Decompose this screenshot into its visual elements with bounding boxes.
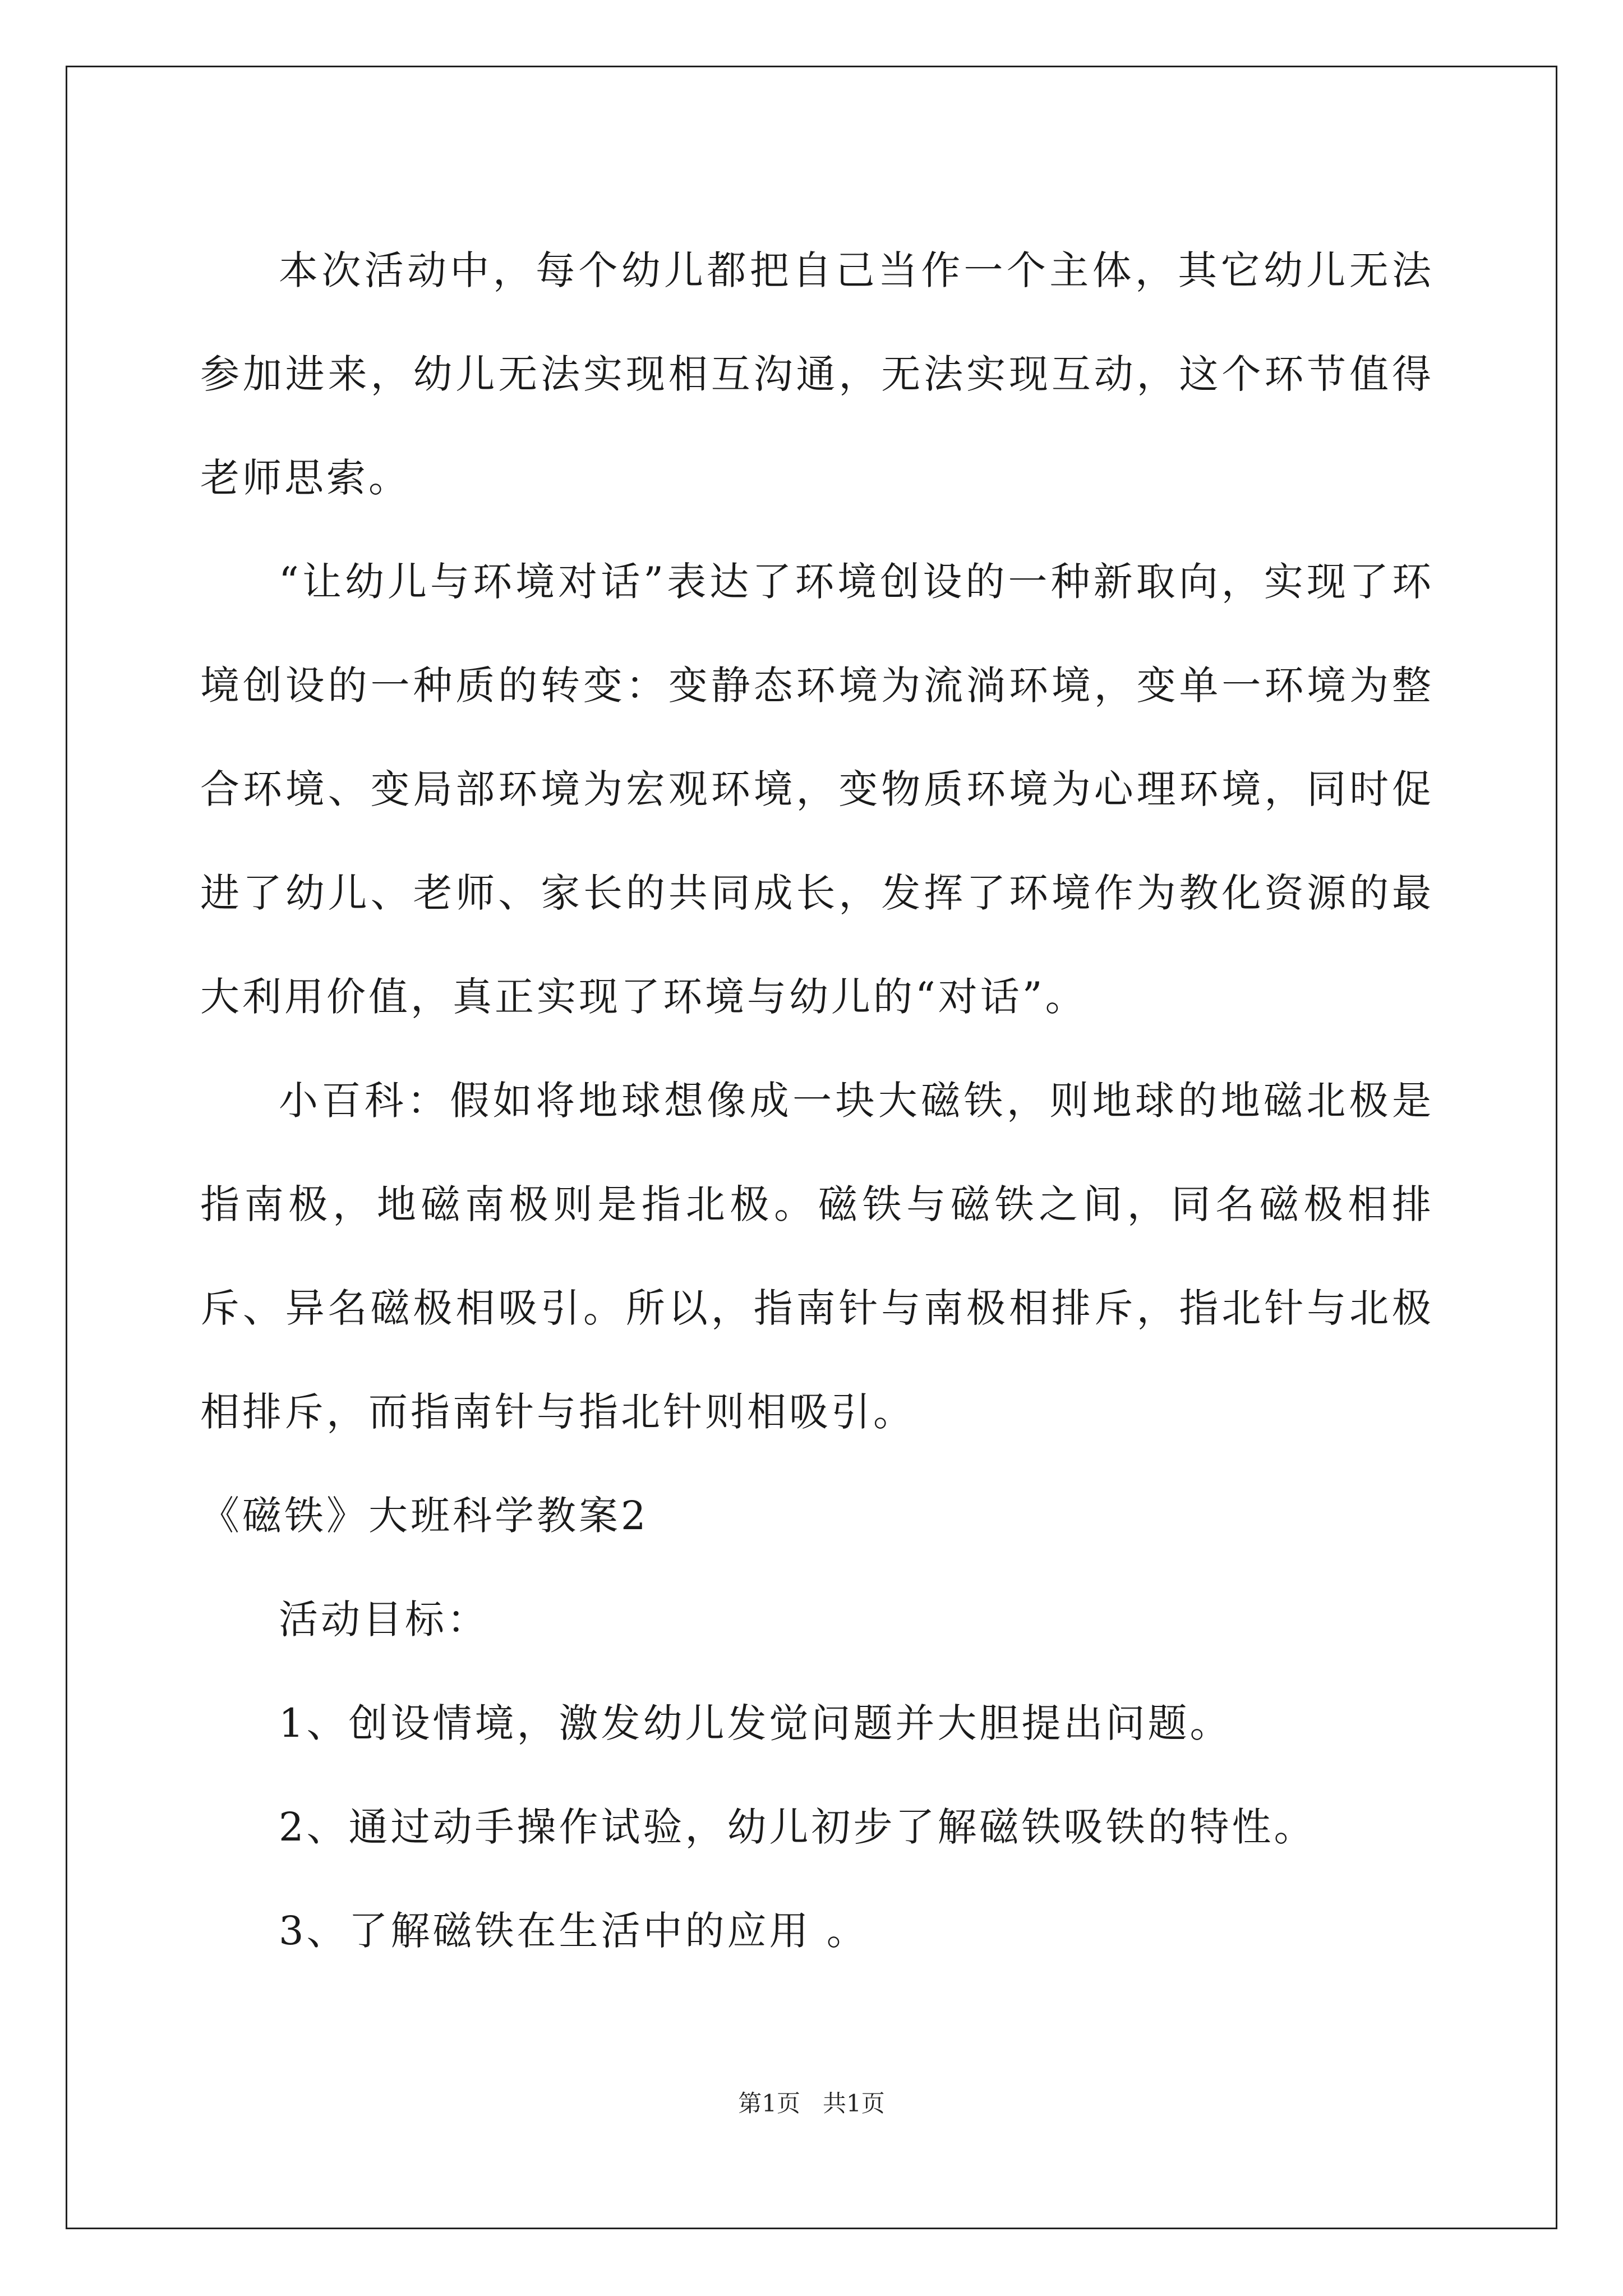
paragraph-reflection: 本次活动中，每个幼儿都把自己当作一个主体，其它幼儿无法参加进来，幼儿无法实现相互沟通，无法实现互动，这个环节值得老师思索。 <box>200 247 1434 501</box>
page-total: 共1页 <box>823 2090 885 2117</box>
goal-item-2: 2、通过动手操作试验，幼儿初步了解磁铁吸铁的特性。 <box>279 1804 1316 1850</box>
goal-item-1: 1、创设情境，激发幼儿发觉问题并大胆提出问题。 <box>279 1700 1232 1746</box>
page-footer <box>0 2087 1623 2120</box>
paragraph-encyclopedia: 小百科：假如将地球想像成一块大磁铁，则地球的地磁北极是指南极，地磁南极则是指北极。磁铁与磁铁之间，同名磁极相排斥、异名磁极相吸引。所以，指南针与南极相排斥，指北针与北极相排斥，而指南针与指北针则相吸引。 <box>200 1078 1434 1435</box>
document-body <box>200 219 1434 1983</box>
page-number: 第1页 <box>738 2090 800 2117</box>
goal-item-3: 3、了解磁铁在生活中的应用 。 <box>279 1908 869 1954</box>
paragraph-environment-dialogue: “让幼儿与环境对话”表达了环境创设的一种新取向，实现了环境创设的一种质的转变：变静态环境为流淌环境，变单一环境为整合环境、变局部环境为宏观环境，变物质环境为心理环境，同时促进了幼儿、老师、家长的共同成长，发挥了环境作为教化资源的最大利用价值，真正实现了环境与幼儿的“对话”。 <box>200 559 1434 1020</box>
goals-heading: 活动目标： <box>279 1596 489 1642</box>
section-title: 《磁铁》大班科学教案2 <box>200 1493 649 1539</box>
